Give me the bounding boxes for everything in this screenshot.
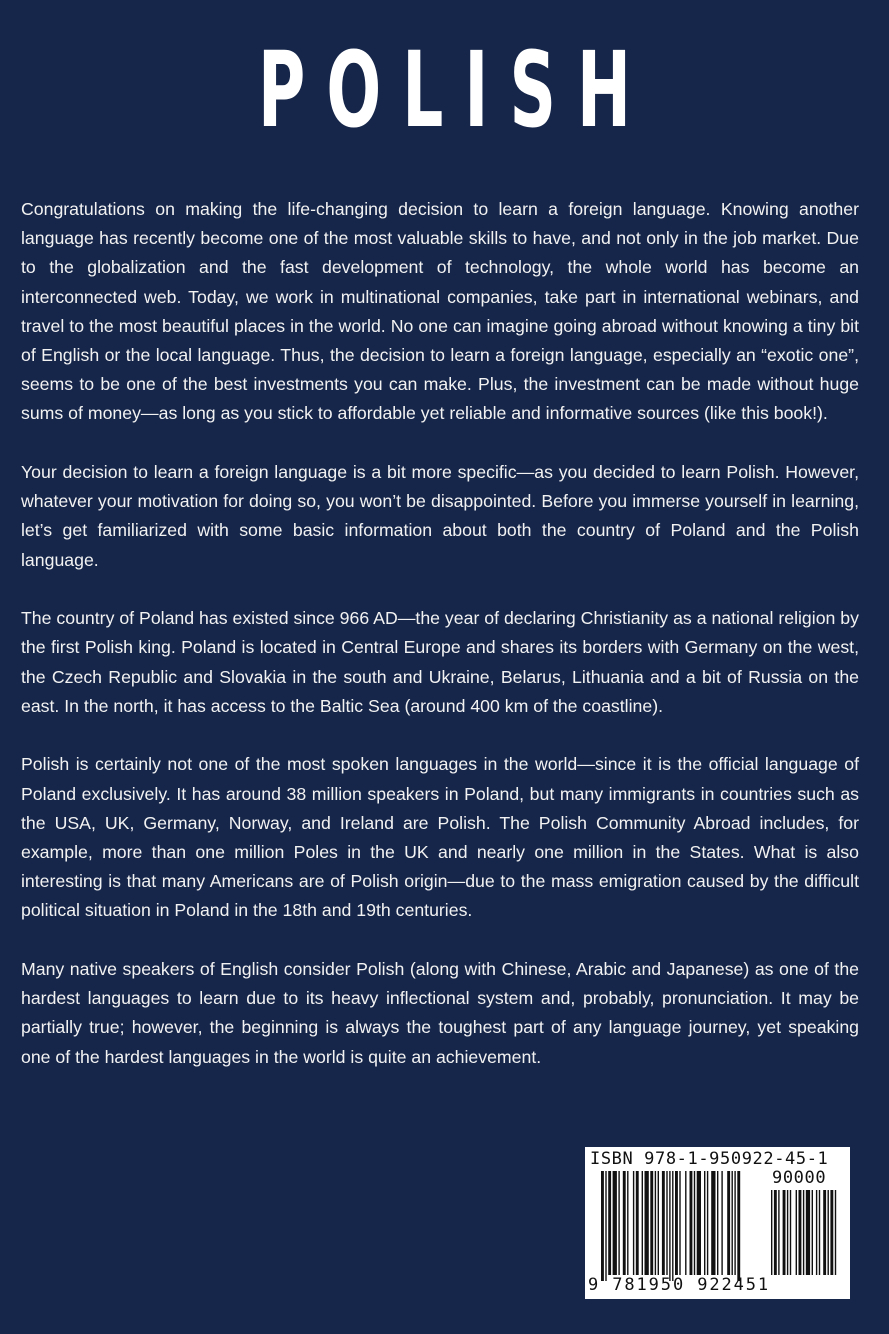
barcode-addon-bar <box>787 1190 788 1275</box>
barcode-addon-bar <box>823 1190 826 1275</box>
blurb-paragraph-1: Congratulations on making the life-changing decision to learn a foreign language. Knowing another language has recently become one of the most valuable skills to have, and not only in the job market. Due to the globalization and the fast development of technology, the whole world has become an interconnected web. Today, we work in multinational companies, take part in international webinars, and travel to the most beautiful places in the world. No one can imagine going abroad without knowing a tiny bit of English or the local language. Thus, the decision to learn a foreign language, especially an “exotic one”, seems to be one of the best investments you can make. Plus, the investment can be made without huge sums of money—as long as you stick to affordable yet reliable and informative sources (like this book!). <box>21 199 859 424</box>
barcode-addon-bar <box>830 1190 833 1275</box>
barcode-bar <box>650 1171 653 1275</box>
barcode-bar <box>645 1171 649 1275</box>
barcode-bar <box>627 1171 628 1275</box>
blurb-paragraph-4: Polish is certainly not one of the most spoken languages in the world—since it is the official language of Poland exclusively. It has around 38 million speakers in Poland, but many immigrants in countries such as the USA, UK, Germany, Norway, and Ireland are Polish. The Polish Community Abroad includes, for example, more than one million Poles in the UK and nearly one million in the States. What is also interesting is that many Americans are of Polish origin—due to the mass emigration caused by the difficult political situation in Poland in the 18th and 19th centuries. <box>21 754 859 921</box>
barcode-bar <box>717 1171 718 1275</box>
barcode-bar <box>666 1171 667 1275</box>
barcode-bar <box>679 1171 680 1275</box>
barcode-addon-bar <box>778 1190 779 1275</box>
barcode-bar <box>675 1171 678 1275</box>
book-title: POLISH <box>258 29 653 151</box>
barcode-addon-bar <box>783 1190 786 1275</box>
barcode-addon-bar <box>819 1190 820 1275</box>
barcode-bar <box>608 1171 611 1275</box>
barcode-addon-bar <box>790 1190 791 1275</box>
barcode-bar <box>734 1171 735 1275</box>
blurb <box>21 195 859 1101</box>
barcode-bar <box>704 1171 705 1275</box>
barcode-bar <box>655 1171 656 1275</box>
barcode-addon-bar <box>812 1190 813 1275</box>
barcode-bar <box>672 1171 673 1281</box>
barcode-bar <box>737 1171 740 1281</box>
isbn-label: ISBN 978-1-950922-45-1 <box>590 1149 829 1169</box>
barcode-addon-bar <box>828 1190 829 1275</box>
barcode-bar <box>694 1171 695 1275</box>
barcode-bar <box>711 1171 715 1275</box>
barcode-bar <box>613 1171 617 1275</box>
barcode-bar <box>727 1171 730 1275</box>
blurb-paragraph-3: The country of Poland has existed since 966 AD—the year of declaring Christianity as a national religion by the first Polish king. Poland is located in Central Europe and shares its borders with Germany on the west, the Czech Republic and Slovakia in the south and Ukraine, Belarus, Lithuania and a bit of Russia on the east. In the north, it has access to the Baltic Sea (around 400 km of the coastline). <box>21 608 859 716</box>
barcode-addon-bar <box>774 1190 777 1275</box>
barcode-bar <box>605 1171 606 1281</box>
barcode-bar <box>697 1171 701 1275</box>
barcode-bar <box>662 1171 665 1275</box>
barcode-bar <box>633 1171 634 1275</box>
barcode-bar <box>658 1171 659 1275</box>
barcode-addon-bar <box>835 1190 836 1275</box>
barcode-bar <box>618 1171 619 1275</box>
barcode-addon-bar <box>796 1190 797 1275</box>
barcode-addon-bar <box>803 1190 804 1275</box>
blurb-paragraph-2: Your decision to learn a foreign language is a bit more specific—as you decided to learn Polish. However, whatever your motivation for doing so, you won’t be disappointed. Before you immerse yourself in learning, let’s get familiarized with some basic information about both the country of Poland and the Polish language. <box>21 462 859 570</box>
barcode-bar <box>721 1171 722 1275</box>
barcode-bar <box>732 1171 733 1275</box>
barcode-addon-bar <box>799 1190 802 1275</box>
barcode-bar <box>669 1171 670 1281</box>
barcode-addon-bar <box>771 1190 772 1275</box>
barcode-bar <box>690 1171 693 1275</box>
barcode-addon-bar <box>816 1190 817 1275</box>
barcode-bar <box>601 1171 604 1281</box>
barcode-bar <box>623 1171 626 1275</box>
barcode-addon-bar <box>806 1190 810 1275</box>
isbn-barcode <box>585 1147 850 1299</box>
ean-digits: 9 781950 922451 <box>588 1275 771 1295</box>
blurb-paragraph-5: Many native speakers of English consider Polish (along with Chinese, Arabic and Japanese) as one of the hardest languages to learn due to its heavy inflectional system and, probably, pronunciation. It may be partially true; however, the beginning is always the toughest part of any language journey, yet speaking one of the hardest languages in the world is quite an achievement. <box>21 959 859 1067</box>
barcode-bar <box>642 1171 643 1275</box>
barcode-bar <box>685 1171 686 1275</box>
barcode-bar <box>707 1171 708 1275</box>
barcode-bar <box>636 1171 639 1275</box>
price-code: 90000 <box>772 1168 827 1188</box>
